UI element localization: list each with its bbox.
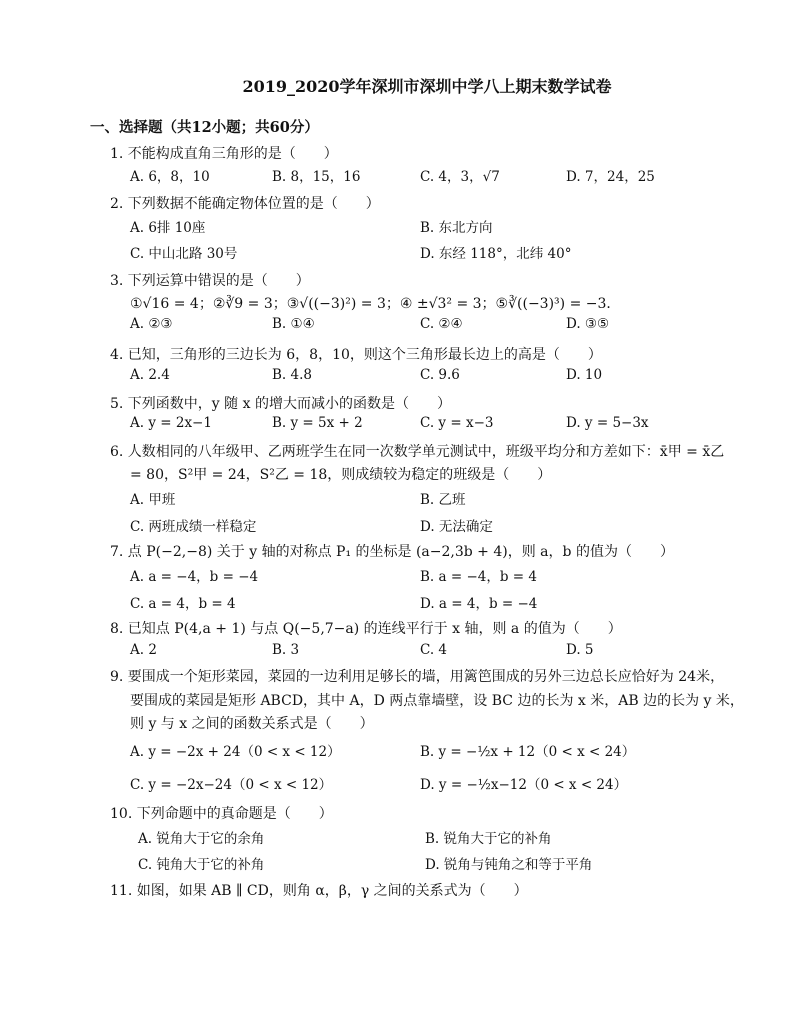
question-6-option-a: A. 甲班 [130, 492, 176, 508]
question-2-stem: 2. 下列数据不能确定物体位置的是（ ） [110, 196, 380, 212]
question-6-stem: 6. 人数相同的八年级甲、乙两班学生在同一次数学单元测试中，班级平均分和方差如下：x̄甲 = x̄乙 [110, 444, 725, 460]
question-2-option-d: D. 东经 118°，北纬 40° [420, 246, 572, 262]
page-title: 2019_2020学年深圳市深圳中学八上期末数学试卷 [242, 77, 612, 96]
question-10-option-d: D. 锐角与钝角之和等于平角 [425, 857, 593, 873]
question-2-option-c: C. 中山北路 30号 [130, 246, 238, 262]
question-8-option-c: C. 4 [420, 642, 448, 658]
question-9-stem: 9. 要围成一个矩形菜园，菜园的一边利用足够长的墙，用篱笆围成的另外三边总长应恰好为 24米， [110, 669, 725, 685]
question-1-option-d: D. 7，24，25 [566, 169, 655, 185]
question-4-stem: 4. 已知，三角形的三边长为 6，8，10，则这个三角形最长边上的高是（ ） [110, 347, 602, 363]
question-1-option-c: C. 4，3，√7 [420, 169, 500, 185]
question-10-option-c: C. 钝角大于它的补角 [138, 857, 265, 873]
question-1-option-a: A. 6，8，10 [130, 169, 210, 185]
question-2-option-b: B. 东北方向 [420, 220, 493, 236]
question-6-option-c: C. 两班成绩一样稳定 [130, 519, 257, 535]
question-6-option-d: D. 无法确定 [420, 519, 493, 535]
question-8-option-d: D. 5 [566, 642, 594, 658]
question-8-stem: 8. 已知点 P(4,a + 1) 与点 Q(−5,7−a) 的连线平行于 x 轴，则 a 的值为（ ） [110, 621, 622, 637]
question-7-option-d: D. a = 4，b = −4 [420, 596, 538, 612]
question-10-option-b: B. 锐角大于它的补角 [425, 831, 552, 847]
question-9-continuation-2: 则 y 与 x 之间的函数关系式是（ ） [130, 716, 374, 732]
question-7-stem: 7. 点 P(−2,−8) 关于 y 轴的对称点 P₁ 的坐标是 (a−2,3b + 4)，则 a，b 的值为（ ） [110, 544, 674, 560]
question-5-stem: 5. 下列函数中，y 随 x 的增大而减小的函数是（ ） [110, 396, 451, 412]
question-3-expressions: ①√16 = 4；②∛9 = 3；③√((−3)²) = 3；④ ±√3² = 3；⑤∛((−3)³) = −3． [130, 296, 621, 312]
section-heading: 一、选择题（共12小题；共60分） [90, 119, 319, 136]
question-4-option-d: D. 10 [566, 367, 603, 383]
question-2-option-a: A. 6排 10座 [130, 220, 206, 236]
question-8-option-a: A. 2 [130, 642, 157, 658]
question-9-option-c: C. y = −2x−24（0 < x < 12） [130, 777, 333, 793]
question-6-continuation: = 80，S²甲 = 24，S²乙 = 18，则成绩较为稳定的班级是（ ） [130, 467, 552, 483]
question-9-option-b: B. y = −½x + 12（0 < x < 24） [420, 744, 636, 760]
question-3-option-d: D. ③⑤ [566, 316, 610, 332]
question-8-option-b: B. 3 [272, 642, 300, 658]
question-9-option-d: D. y = −½x−12（0 < x < 24） [420, 777, 628, 793]
question-6-option-b: B. 乙班 [420, 492, 466, 508]
question-1-option-b: B. 8，15，16 [272, 169, 361, 185]
question-3-option-c: C. ②④ [420, 316, 463, 332]
question-10-option-a: A. 锐角大于它的余角 [138, 831, 265, 847]
question-9-continuation-1: 要围成的菜园是矩形 ABCD，其中 A，D 两点靠墙壁，设 BC 边的长为 x 米，AB 边的长为 y 米， [130, 693, 744, 709]
question-5-option-d: D. y = 5−3x [566, 415, 649, 431]
question-7-option-b: B. a = −4，b = 4 [420, 569, 537, 585]
question-5-option-c: C. y = x−3 [420, 415, 494, 431]
question-9-option-a: A. y = −2x + 24（0 < x < 12） [130, 744, 341, 760]
question-4-option-c: C. 9.6 [420, 367, 460, 383]
question-7-option-a: A. a = −4，b = −4 [130, 569, 259, 585]
question-4-option-b: B. 4.8 [272, 367, 312, 383]
question-10-stem: 10. 下列命题中的真命题是（ ） [110, 806, 333, 822]
question-7-option-c: C. a = 4，b = 4 [130, 596, 236, 612]
question-5-option-a: A. y = 2x−1 [130, 415, 212, 431]
question-3-stem: 3. 下列运算中错误的是（ ） [110, 273, 310, 289]
question-5-option-b: B. y = 5x + 2 [272, 415, 363, 431]
question-3-option-b: B. ①④ [272, 316, 315, 332]
question-1-stem: 1. 不能构成直角三角形的是（ ） [110, 146, 338, 162]
question-11-stem: 11. 如图，如果 AB ∥ CD，则角 α，β，γ 之间的关系式为（ ） [110, 883, 528, 899]
question-4-option-a: A. 2.4 [130, 367, 170, 383]
question-3-option-a: A. ②③ [130, 316, 173, 332]
